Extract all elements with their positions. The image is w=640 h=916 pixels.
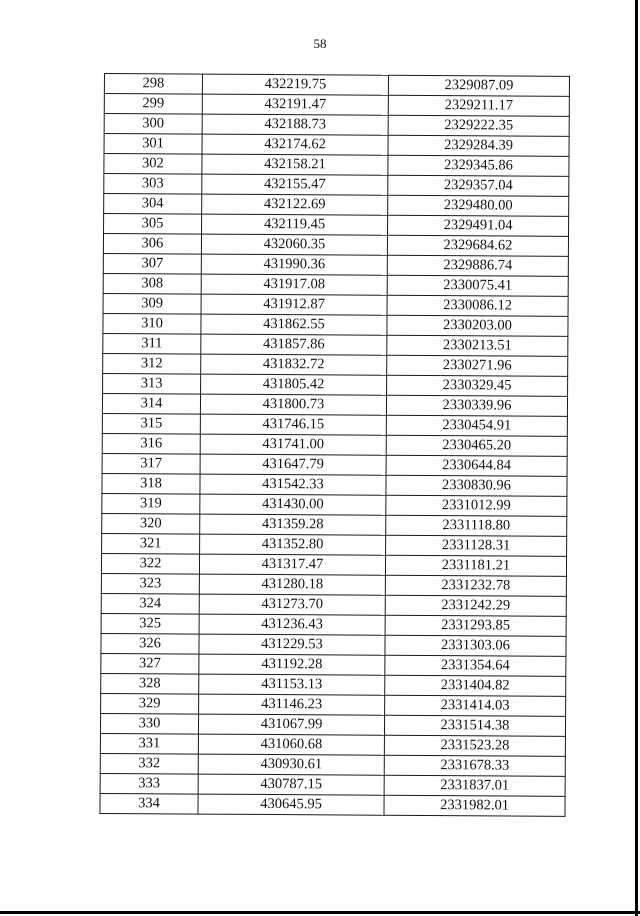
point-number-cell: 333 <box>100 773 198 794</box>
table-row <box>102 493 567 516</box>
page-number: 58 <box>313 36 327 51</box>
table-row <box>100 733 565 756</box>
point-number-cell: 334 <box>100 793 198 814</box>
table-row <box>104 134 569 157</box>
y-coordinate-cell: 2329222.35 <box>388 115 569 136</box>
x-coordinate-cell: 431060.68 <box>198 734 384 755</box>
y-coordinate-cell: 2330329.45 <box>387 375 568 396</box>
x-coordinate-cell: 431146.23 <box>199 694 385 715</box>
y-coordinate-cell: 2330086.12 <box>387 295 568 316</box>
y-coordinate-cell: 2330644.84 <box>386 455 567 476</box>
x-coordinate-cell: 432188.73 <box>202 114 388 135</box>
point-number-cell: 330 <box>100 713 198 734</box>
table-row <box>104 174 569 197</box>
y-coordinate-cell: 2331128.31 <box>386 535 567 556</box>
y-coordinate-cell: 2331232.78 <box>385 575 566 596</box>
point-number-cell: 298 <box>104 74 202 95</box>
point-number-cell: 310 <box>103 313 201 334</box>
table-row <box>103 353 568 376</box>
x-coordinate-cell: 431359.28 <box>200 514 386 535</box>
x-coordinate-cell: 431832.72 <box>201 354 387 375</box>
y-coordinate-cell: 2329345.86 <box>388 155 569 176</box>
x-coordinate-cell: 431192.28 <box>199 654 385 675</box>
point-number-cell: 321 <box>102 533 200 554</box>
point-number-cell: 331 <box>100 733 198 754</box>
table-row <box>104 114 569 137</box>
table-row <box>103 273 568 296</box>
point-number-cell: 302 <box>104 154 202 175</box>
point-number-cell: 314 <box>102 393 200 414</box>
x-coordinate-cell: 431741.00 <box>200 434 386 455</box>
x-coordinate-cell: 431647.79 <box>200 454 386 475</box>
x-coordinate-cell: 430645.95 <box>198 794 384 815</box>
y-coordinate-cell: 2331118.80 <box>386 515 567 536</box>
point-number-cell: 301 <box>104 134 202 155</box>
x-coordinate-cell: 431990.36 <box>201 254 387 275</box>
point-number-cell: 312 <box>103 353 201 374</box>
y-coordinate-cell: 2329480.00 <box>388 195 569 216</box>
point-number-cell: 308 <box>103 273 201 294</box>
page-edge-right <box>635 0 638 916</box>
x-coordinate-cell: 432174.62 <box>202 134 388 155</box>
point-number-cell: 307 <box>103 253 201 274</box>
table-row <box>102 473 567 496</box>
y-coordinate-cell: 2330465.20 <box>386 435 567 456</box>
x-coordinate-cell: 431800.73 <box>200 394 386 415</box>
table-row <box>102 393 567 416</box>
x-coordinate-cell: 430787.15 <box>198 774 384 795</box>
point-number-cell: 305 <box>104 214 202 235</box>
table-row <box>104 74 569 97</box>
point-number-cell: 303 <box>104 174 202 195</box>
point-number-cell: 332 <box>100 753 198 774</box>
point-number-cell: 315 <box>102 413 200 434</box>
y-coordinate-cell: 2329491.04 <box>388 215 569 236</box>
point-number-cell: 316 <box>102 433 200 454</box>
table-row <box>100 773 565 796</box>
table-row <box>102 513 567 536</box>
point-number-cell: 313 <box>103 373 201 394</box>
x-coordinate-cell: 431917.08 <box>201 274 387 295</box>
table-row <box>101 633 566 656</box>
table-row <box>101 653 566 676</box>
table-row <box>104 214 569 237</box>
table-row <box>101 613 566 636</box>
y-coordinate-cell: 2330203.00 <box>387 315 568 336</box>
point-number-cell: 318 <box>102 473 200 494</box>
y-coordinate-cell: 2329886.74 <box>387 255 568 276</box>
y-coordinate-cell: 2331303.06 <box>385 635 566 656</box>
x-coordinate-cell: 432060.35 <box>201 234 387 255</box>
x-coordinate-cell: 432122.69 <box>202 194 388 215</box>
table-row <box>100 753 565 776</box>
y-coordinate-cell: 2331181.21 <box>385 555 566 576</box>
point-number-cell: 328 <box>101 673 199 694</box>
y-coordinate-cell: 2331293.85 <box>385 615 566 636</box>
point-number-cell: 322 <box>101 553 199 574</box>
y-coordinate-cell: 2330075.41 <box>387 275 568 296</box>
point-number-cell: 326 <box>101 633 199 654</box>
table-row <box>101 593 566 616</box>
table-row <box>102 533 567 556</box>
x-coordinate-cell: 431430.00 <box>200 494 386 515</box>
point-number-cell: 299 <box>104 94 202 115</box>
table-row <box>101 693 566 716</box>
y-coordinate-cell: 2329684.62 <box>387 235 568 256</box>
y-coordinate-cell: 2331012.99 <box>386 495 567 516</box>
point-number-cell: 304 <box>104 194 202 215</box>
x-coordinate-cell: 430930.61 <box>198 754 384 775</box>
x-coordinate-cell: 431805.42 <box>201 374 387 395</box>
x-coordinate-cell: 431153.13 <box>199 674 385 695</box>
table-row <box>100 793 565 816</box>
x-coordinate-cell: 432191.47 <box>202 94 388 115</box>
y-coordinate-cell: 2331414.03 <box>385 695 566 716</box>
table-row <box>103 313 568 336</box>
y-coordinate-cell: 2331982.01 <box>384 795 565 816</box>
table-row <box>103 253 568 276</box>
y-coordinate-cell: 2329087.09 <box>388 75 569 96</box>
x-coordinate-cell: 431862.55 <box>201 314 387 335</box>
x-coordinate-cell: 432158.21 <box>202 154 388 175</box>
coordinates-table-body <box>100 74 570 817</box>
x-coordinate-cell: 431273.70 <box>199 594 385 615</box>
x-coordinate-cell: 431352.80 <box>200 534 386 555</box>
y-coordinate-cell: 2331354.64 <box>385 655 566 676</box>
x-coordinate-cell: 431317.47 <box>199 554 385 575</box>
x-coordinate-cell: 432219.75 <box>202 74 388 95</box>
x-coordinate-cell: 431857.86 <box>201 334 387 355</box>
table-row <box>102 433 567 456</box>
table-row <box>103 333 568 356</box>
table-row <box>101 553 566 576</box>
y-coordinate-cell: 2329211.17 <box>388 95 569 116</box>
y-coordinate-cell: 2331404.82 <box>385 675 566 696</box>
y-coordinate-cell: 2329284.39 <box>388 135 569 156</box>
x-coordinate-cell: 432155.47 <box>202 174 388 195</box>
table-row <box>101 573 566 596</box>
table-row <box>104 94 569 117</box>
point-number-cell: 311 <box>103 333 201 354</box>
x-coordinate-cell: 431746.15 <box>200 414 386 435</box>
y-coordinate-cell: 2330271.96 <box>387 355 568 376</box>
y-coordinate-cell: 2330454.91 <box>386 415 567 436</box>
table-row <box>102 453 567 476</box>
table-row <box>103 234 568 257</box>
point-number-cell: 324 <box>101 593 199 614</box>
y-coordinate-cell: 2331837.01 <box>384 775 565 796</box>
page-edge-bottom <box>0 911 640 914</box>
x-coordinate-cell: 431280.18 <box>199 574 385 595</box>
table-row <box>103 293 568 316</box>
coordinates-table <box>99 73 570 817</box>
x-coordinate-cell: 431236.43 <box>199 614 385 635</box>
point-number-cell: 306 <box>103 234 201 255</box>
point-number-cell: 309 <box>103 293 201 314</box>
y-coordinate-cell: 2331242.29 <box>385 595 566 616</box>
y-coordinate-cell: 2331514.38 <box>384 715 565 736</box>
x-coordinate-cell: 431542.33 <box>200 474 386 495</box>
point-number-cell: 320 <box>102 513 200 534</box>
point-number-cell: 300 <box>104 114 202 135</box>
point-number-cell: 327 <box>101 653 199 674</box>
point-number-cell: 325 <box>101 613 199 634</box>
y-coordinate-cell: 2331523.28 <box>384 735 565 756</box>
table-row <box>101 673 566 696</box>
point-number-cell: 323 <box>101 573 199 594</box>
point-number-cell: 319 <box>102 493 200 514</box>
table-row <box>100 713 565 736</box>
x-coordinate-cell: 432119.45 <box>202 214 388 235</box>
table-row <box>104 154 569 177</box>
x-coordinate-cell: 431229.53 <box>199 634 385 655</box>
y-coordinate-cell: 2330830.96 <box>386 475 567 496</box>
y-coordinate-cell: 2331678.33 <box>384 755 565 776</box>
point-number-cell: 317 <box>102 453 200 474</box>
point-number-cell: 329 <box>101 693 199 714</box>
y-coordinate-cell: 2330213.51 <box>387 335 568 356</box>
y-coordinate-cell: 2329357.04 <box>388 175 569 196</box>
x-coordinate-cell: 431912.87 <box>201 294 387 315</box>
table-row <box>103 373 568 396</box>
x-coordinate-cell: 431067.99 <box>198 714 384 735</box>
y-coordinate-cell: 2330339.96 <box>386 395 567 416</box>
table-row <box>104 194 569 217</box>
table-row <box>102 413 567 436</box>
